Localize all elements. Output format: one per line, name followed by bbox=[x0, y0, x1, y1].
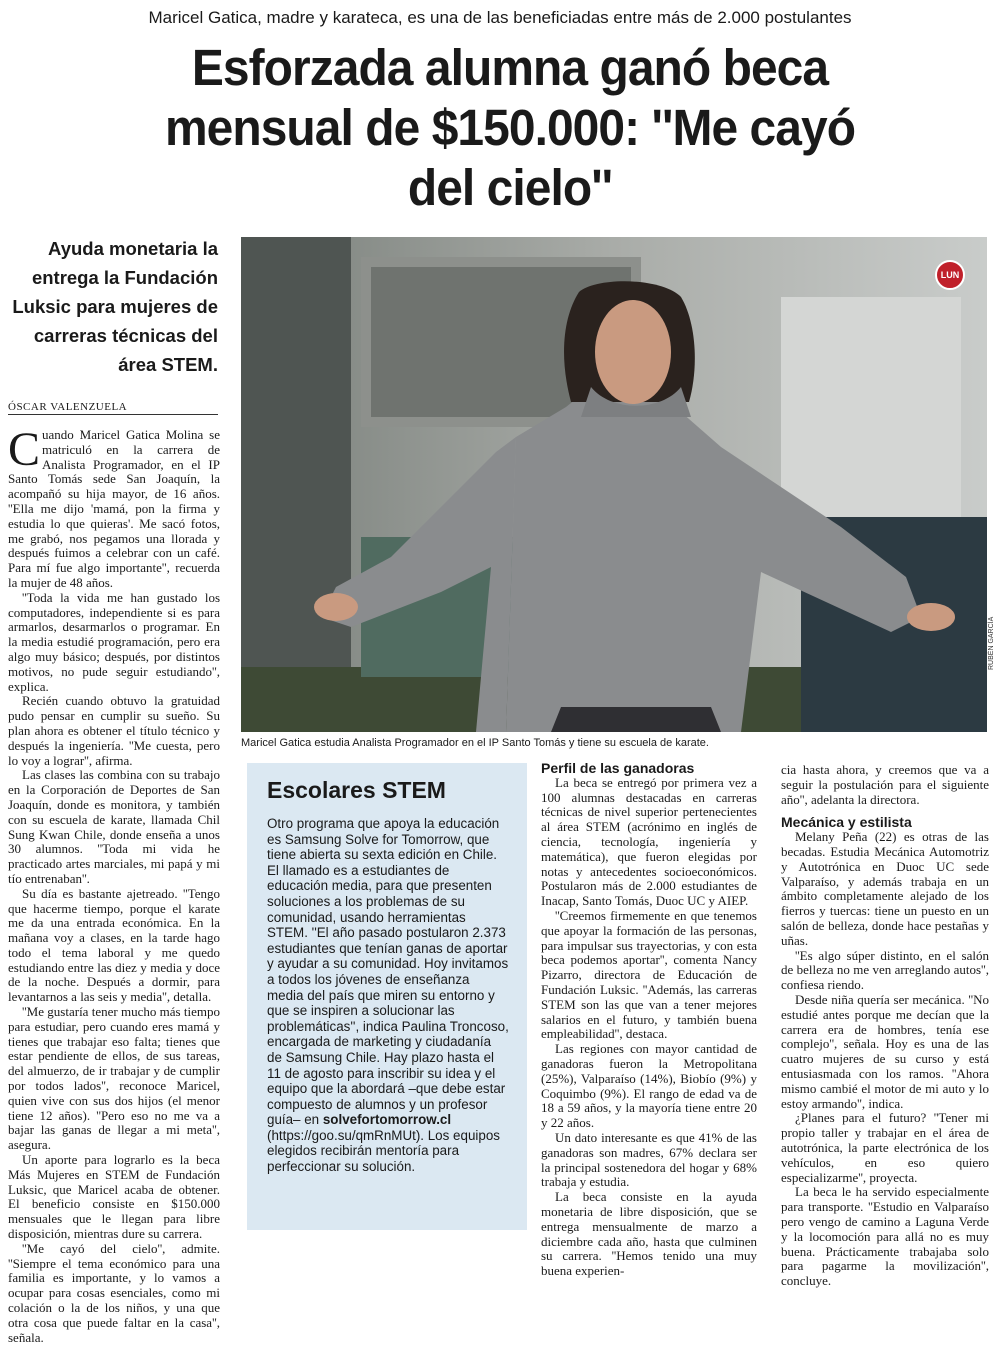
paragraph: Melany Peña (22) es otras de las becadas. Estudia Mecánica Automotriz y Autotrónica en Duoc UC sede Valparaíso, y además trabaja en un ámbito completamente alejado de los fierros y tuercas: tiene un puesto en un salón de belleza, donde hace pestañas y uñas. bbox=[781, 829, 989, 948]
kicker: Maricel Gatica, madre y karateca, es una de las beneficiadas entre más de 2.000 postulantes bbox=[148, 8, 852, 27]
photo-caption: Maricel Gatica estudia Analista Programador en el IP Santo Tomás y tiene su escuela de karate. bbox=[241, 737, 709, 749]
photo-credit: RUBÉN GARCÍA bbox=[988, 616, 995, 670]
paragraph: Cuando Maricel Gatica Molina se matriculó en la carrera de Analista Programador, en el IP Santo Tomás sede San Joaquín, la acompañó su hija mayor, de 16 años. ''Ella me dijo 'mamá, pon la firma y estudia lo que quieras'. Me sacó fotos, me grabó, nos pegamos una llorada y después fuimos a celebrar con un café. Para mí fue algo importante'', recuerda la mujer de 48 años. bbox=[8, 423, 220, 590]
paragraph: Un dato interesante es que 41% de las ganadoras son madres, 67% declara ser la principal sostenedora del hogar y 68% trabaja y estudia. bbox=[541, 1129, 757, 1190]
paragraph: Recién cuando obtuvo la gratuidad pudo pensar en cumplir su sueño. Su plan ahora es obtener el título técnico y después la ingeniería. ''Me cuesta, pero lo voy a lograr'', afirma. bbox=[8, 693, 220, 768]
box-title: Escolares STEM bbox=[267, 777, 446, 803]
paragraph: La beca se entregó por primera vez a 100 alumnas destacadas en carreras técnicas de nivel superior pertenecientes al área STEM (acrónimo en inglés de ciencia, tecnología, ingeniería y matemática), que fueron elegidas por notas y antecedentes socioeconómicos. Postularon más de 2.000 estudiantes de Inacap, Santo Tomás, Duoc UC y AIEP. bbox=[541, 774, 757, 909]
sidebar-box-escolares-stem bbox=[247, 763, 527, 1230]
paragraph: Un aporte para lograrlo es la beca Más Mujeres en STEM de Fundación Luksic, que Maricel acaba de obtener. El beneficio consiste en $150.000 mensuales que le llegan para libre disposición, mientras dure su carrera. bbox=[8, 1152, 220, 1242]
subheading: Perfil de las ganadoras bbox=[541, 760, 695, 776]
photo-woman-outstretched-arms bbox=[241, 237, 987, 732]
paragraph: La beca le ha servido especialmente para transporte. ''Estudio en Valparaíso pero vengo de camino a Laguna Verde y la locomoción para allá no es muy buena. Prácticamente trabajaba solo para pagarme la movilización'', concluye. bbox=[781, 1184, 989, 1289]
photo-illustration bbox=[241, 237, 987, 732]
byline: ÓSCAR VALENZUELA bbox=[8, 401, 218, 415]
paragraph: La beca consiste en la ayuda monetaria de libre disposición, que se entrega mensualmente de marzo a diciembre cada año, hasta que culminen su carrera. ''Hemos tenido una muy buena experien- bbox=[541, 1189, 757, 1279]
subheading: Mecánica y estilista bbox=[781, 814, 912, 831]
paragraph: ''Creemos firmemente en que tenemos que apoyar la formación de las personas, para impulsar sus trayectorias, y con esta beca podemos aportar'', comenta Nancy Pizarro, directora de Educación de Fundación Luksic. ''Además, las carreras STEM son las que van a tener mejores salarios en el futuro, y también buena empleabilidad'', destaca. bbox=[541, 907, 757, 1042]
dropcap: C bbox=[8, 423, 41, 476]
column-3 bbox=[541, 761, 757, 1279]
website-link[interactable]: solvefortomorrow.cl bbox=[322, 1112, 452, 1128]
paragraph: ''Es algo súper distinto, en el salón de belleza no me ven arreglando autos'', confiesa riendo. bbox=[781, 947, 989, 993]
paragraph: ''Me gustaría tener mucho más tiempo para estudiar, pero cuando eres mamá y tienes que trabajar eso falta; tienes que estar pendiente de ellos, de sus tareas, del almuerzo, de ir trabajar y de cumplir por todos lados'', reconoce Maricel, quien vive con sus dos hijos (el menor tiene 12 años). ''Pero eso no me va a bajar las ganas de llegar a mi meta'', asegura. bbox=[8, 1004, 220, 1153]
paragraph: Las clases las combina con su trabajo en la Corporación de Deportes de San Joaquín, donde es monitora, y también con su escuela de karate, llamada Chil Sung Kwan Chile, donde enseña a unos 30 alumnos. ''Toda mi vida he practicado artes marciales, mi papá y mi tío entrenaban''. bbox=[8, 767, 220, 886]
paragraph: ''Me cayó del cielo'', admite. ''Siempre el tema económico para una familia es importante, y lo vamos a ocupar para cosas esenciales, como mi colación o la de los niños, y una que otra cosa que puede faltar en la casa'', señala. bbox=[8, 1240, 220, 1345]
paragraph: Desde niña quería ser mecánica. ''No estudié antes porque me decían que la carrera era de hombres, tenía ese complejo'', señala. Hoy es una de las cuatro mujeres de su curso y está entusiasmada con los ramos. ''Ahora mismo cambié el motor de mi auto y lo estoy armando'', indica. bbox=[781, 991, 989, 1111]
paragraph: Las regiones con mayor cantidad de ganadoras fueron la Metropolitana (25%), Valparaíso (14%), Biobío (9%) y Coquimbo (9%). El rango de edad va de 18 a 59 años, y la mayoría tiene entre 20 y 22 años. bbox=[541, 1041, 757, 1131]
paragraph: cia hasta ahora, y creemos que va a seguir la postulación para el siguiente año'', adelanta la directora. bbox=[781, 762, 989, 807]
box-body: Otro programa que apoya la educación es Samsung Solve for Tomorrow, que tiene abierta su sexta edición en Chile. El llamado es a estudiantes de educación media, para que presenten soluciones a los problemas de su comunidad, usando herramientas STEM. ''El año pasado postularon 2.373 estudiantes que tenían ganas de aportar y ayudar a su comunidad. Hoy invitamos a todos los jóvenes de enseñanza media del país que miren su entorno y que se inspiren a solucionar las problemáticas'', indica Paulina Troncoso, encargada de marketing y ciudadanía de Samsung Chile. Hay plazo hasta el 11 de agosto para inscribir su idea y el equipo que la abordará –que debe estar compuesto de alumnos y un profesor guía– en solvefortomorrow.cl (https://goo.su/qmRnMUt). Los equipos elegidos recibirán mentoría para perfeccionar su solución. bbox=[267, 816, 509, 1175]
lun-logo-badge: LUN bbox=[935, 260, 965, 290]
headline: Esforzada alumna ganó beca mensual de $150.000: ''Me cayó del cielo'' bbox=[164, 39, 856, 216]
deck: Ayuda monetaria la entrega la Fundación Luksic para mujeres de carreras técnicas del área STEM. bbox=[12, 238, 218, 375]
column-1 bbox=[8, 423, 220, 1345]
paragraph: ''Toda la vida me han gustado los computadores, independiente si es para armarlos, desarmarlos o programar. En la media estudié programación, pero era algo muy básico; después, por distintos motivos, no pude seguir estudiando'', explica. bbox=[8, 589, 220, 694]
column-4 bbox=[781, 763, 989, 1289]
paragraph: ¿Planes para el futuro? ''Tener mi propio taller y trabajar en el área de autotrónica, la parte electrónica de los vehículos, en eso quiero especializarme'', proyecta. bbox=[781, 1110, 989, 1185]
paragraph: Su día es bastante ajetreado. ''Tengo que hacerme tiempo, porque el karate me da una entrada económica. En la mañana voy a clases, en la tarde hago todo el tema laboral y me quedo estudiando entre las diez y media y doce de la noche. Después a dormir, para levantarnos a las seis y media'', detalla. bbox=[8, 885, 220, 1005]
